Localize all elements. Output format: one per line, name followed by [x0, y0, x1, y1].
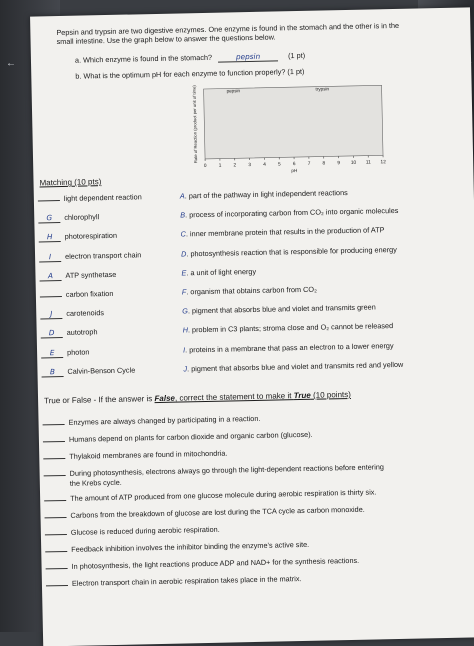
enzyme-activity-chart	[171, 77, 393, 182]
matching-term-row	[41, 347, 90, 358]
true-false-answer-blank[interactable]	[43, 441, 65, 442]
tf-title-true: True	[294, 391, 311, 400]
true-false-item	[45, 524, 220, 537]
matching-definition: pigment that absorbs blue and violet and transmits green	[192, 303, 376, 316]
matching-term-row	[39, 250, 141, 262]
matching-definition-row: J. pigment that absorbs blue and violet and transmits red and yellow	[183, 360, 403, 374]
matching-definition-row: H. problem in C3 plants; stroma close and O₂ cannot be released	[183, 321, 394, 334]
matching-term-row	[40, 308, 104, 319]
true-false-answer-blank[interactable]	[44, 475, 66, 476]
matching-answer-blank[interactable]: I	[39, 252, 61, 262]
matching-letter: H	[183, 326, 188, 335]
matching-definition-row: B. process of incorporating carbon from CO₂ into organic molecules	[180, 206, 398, 220]
matching-definition: photosynthesis reaction that is responsible for producing energy	[190, 245, 397, 258]
matching-answer-blank[interactable]: J	[40, 309, 62, 319]
x-tick-label: 3	[248, 162, 251, 168]
matching-term: carotenoids	[66, 308, 104, 318]
question-a	[75, 51, 305, 66]
matching-letter: J	[183, 364, 187, 373]
matching-letter: E	[181, 268, 186, 277]
true-false-item	[43, 449, 227, 462]
matching-definition: proteins in a membrane that pass an electron to a lower energy	[189, 341, 394, 354]
true-false-statement: In photosynthesis, the light reactions produce ADP and NAD+ for the synthesis reactions.	[71, 555, 359, 570]
matching-definition-row: G. pigment that absorbs blue and violet and transmits green	[182, 303, 376, 316]
x-tick-label: 10	[351, 160, 357, 166]
true-false-title	[44, 390, 351, 405]
x-tick-label: 5	[278, 161, 281, 167]
series-label-trypsin: trypsin	[315, 86, 329, 91]
x-tick-label: 8	[322, 160, 325, 166]
matching-term-row	[39, 270, 116, 282]
true-false-statement: The amount of ATP produced from one glucose molecule during aerobic respiration is thirty six.	[70, 487, 376, 502]
x-tick-label: 9	[337, 160, 340, 166]
matching-term: carbon fixation	[66, 289, 114, 299]
tf-title-prefix: True or False - If the answer is	[44, 394, 155, 405]
worksheet-page	[30, 7, 474, 646]
true-false-statement: Carbons from the breakdown of glucose are lost during the TCA cycle as carbon monoxide.	[70, 504, 364, 519]
true-false-item	[44, 504, 364, 520]
x-tick-label: 4	[263, 162, 266, 168]
matching-answer-blank[interactable]: A	[39, 271, 61, 281]
true-false-statement: Thylakoid membranes are found in mitochondria.	[69, 449, 227, 461]
matching-definition: problem in C3 plants; stroma close and O₂ cannot be released	[192, 321, 393, 334]
true-false-statement: the Krebs cycle.	[70, 477, 122, 487]
matching-term-row	[38, 212, 99, 223]
matching-term: ATP synthetase	[65, 270, 116, 280]
x-tick-label: 6	[293, 161, 296, 167]
matching-term: chlorophyll	[64, 212, 99, 222]
matching-answer-blank[interactable]: H	[39, 232, 61, 242]
matching-term: electron transport chain	[65, 250, 141, 261]
matching-terms	[30, 7, 470, 16]
question-a-label: a. Which enzyme is found in the stomach?	[75, 53, 212, 65]
matching-letter: F	[182, 287, 187, 296]
question-a-answer: pepsin	[218, 51, 278, 62]
matching-term: photorespiration	[65, 231, 118, 241]
true-false-statement: Electron transport chain in aerobic respiration takes place in the matrix.	[72, 574, 302, 588]
x-tick-label: 7	[308, 161, 311, 167]
x-axis-label: pH	[291, 168, 297, 173]
true-false-answer-blank[interactable]	[43, 458, 65, 459]
matching-letter: B	[180, 211, 185, 220]
matching-letter: D	[181, 249, 186, 258]
matching-answer-blank[interactable]	[40, 296, 62, 297]
intro-text: Pepsin and trypsin are two digestive enzymes. One enzyme is found in the stomach and the other is in the small intestine. Use the graph below to answer the questions below.	[56, 21, 416, 47]
matching-letter: I	[183, 345, 185, 354]
matching-term-row	[39, 231, 118, 243]
true-false-item	[43, 430, 313, 445]
matching-letter: A	[180, 191, 185, 200]
true-false-statement: Feedback inhibition involves the inhibitor binding the enzyme’s active site.	[71, 539, 309, 553]
true-false-answer-blank[interactable]	[43, 424, 65, 425]
question-a-points: (1 pt)	[288, 51, 305, 60]
tf-title-mid: , correct the statement to make it	[175, 391, 294, 402]
y-axis-label: Rate of Reaction (product per unit of time)	[192, 85, 199, 164]
x-tick-label: 0	[204, 163, 207, 169]
matching-definition: inner membrane protein that results in the production of ATP	[190, 226, 385, 239]
tf-title-suffix: (10 points)	[311, 390, 351, 400]
true-false-answer-blank[interactable]	[46, 567, 68, 568]
matching-term-row	[41, 328, 98, 339]
matching-definition-row: I. proteins in a membrane that pass an electron to a lower energy	[183, 341, 394, 354]
true-false-answer-blank[interactable]	[45, 533, 67, 534]
matching-definition: process of incorporating carbon from CO₂ into organic molecules	[189, 206, 398, 219]
plot-area	[204, 85, 383, 159]
matching-letter: G	[182, 307, 188, 316]
true-false-item	[45, 539, 309, 554]
matching-term: photon	[67, 347, 90, 356]
true-false-list	[30, 7, 470, 16]
x-tick-label: 2	[233, 162, 236, 168]
true-false-item	[44, 487, 376, 503]
x-tick-label: 11	[366, 159, 371, 165]
matching-definition-row: F. organism that obtains carbon from CO₂	[182, 285, 317, 297]
matching-definition-row: A. part of the pathway in light independent reactions	[180, 188, 348, 201]
question-b: b. What is the optimum pH for each enzyme to function properly? (1 pt)	[75, 67, 304, 81]
key-back: ←	[6, 58, 16, 69]
true-false-item	[46, 574, 302, 588]
matching-answer-blank[interactable]: G	[38, 213, 60, 223]
true-false-item	[70, 477, 122, 487]
matching-answer-blank[interactable]: B	[41, 367, 63, 377]
matching-title: Matching (10 pts)	[39, 177, 101, 187]
true-false-answer-blank[interactable]	[45, 550, 67, 551]
matching-definition-row: D. photosynthesis reaction that is responsible for producing energy	[181, 245, 397, 259]
true-false-statement: Glucose is reduced during aerobic respiration.	[71, 524, 220, 536]
true-false-answer-blank[interactable]	[45, 516, 67, 517]
matching-term: light dependent reaction	[64, 192, 142, 203]
matching-letter: C	[181, 230, 186, 239]
matching-term-row	[41, 365, 135, 377]
matching-definition-row: C. inner membrane protein that results in the production of ATP	[181, 226, 385, 239]
matching-definition: pigment that absorbs blue and violet and transmits red and yellow	[191, 360, 403, 373]
matching-definition: a unit of light energy	[190, 267, 256, 277]
true-false-statement: Humans depend on plants for carbon dioxide and organic carbon (glucose).	[69, 430, 313, 444]
true-false-answer-blank[interactable]	[44, 499, 66, 500]
true-false-statement: Enzymes are always changed by participating in a reaction.	[68, 414, 260, 427]
matching-term-row	[38, 192, 142, 203]
true-false-item	[42, 414, 260, 428]
series-label-pepsin: pepsin	[226, 88, 240, 93]
tf-title-false: False	[154, 394, 175, 403]
matching-term: Calvin-Benson Cycle	[67, 365, 135, 375]
true-false-item	[44, 462, 384, 478]
matching-answer-blank[interactable]	[38, 200, 60, 201]
matching-answer-blank[interactable]: E	[41, 348, 63, 358]
matching-definition: part of the pathway in light independent reactions	[189, 188, 348, 200]
x-tick-label: 1	[219, 163, 222, 169]
matching-definition-row: E. a unit of light energy	[181, 267, 256, 278]
matching-definition: organism that obtains carbon from CO₂	[190, 285, 317, 297]
matching-term: autotroph	[67, 328, 98, 338]
true-false-answer-blank[interactable]	[46, 584, 68, 585]
matching-definitions	[30, 7, 470, 16]
matching-term-row	[40, 289, 114, 300]
true-false-item	[45, 555, 359, 571]
x-tick-label: 12	[380, 159, 386, 165]
true-false-statement: During photosynthesis, electrons always go through the light-dependent reactions before entering	[70, 462, 384, 478]
matching-answer-blank[interactable]: D	[41, 328, 63, 338]
